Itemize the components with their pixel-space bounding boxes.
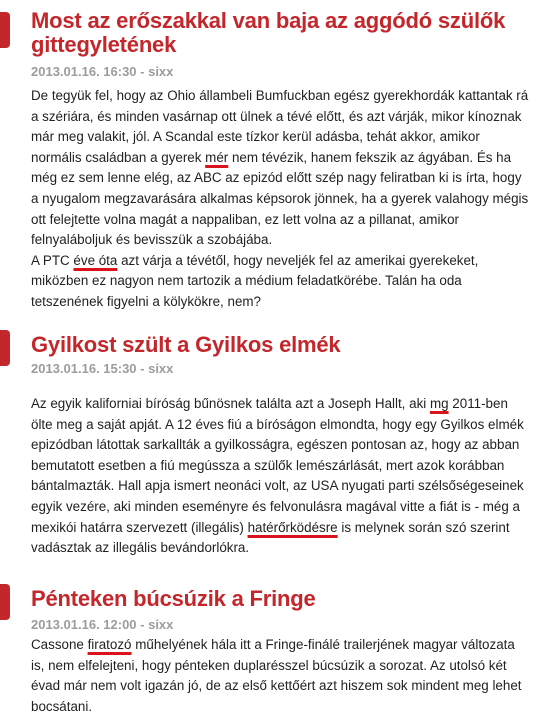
- post-body: [31, 86, 529, 313]
- post-body: [31, 394, 529, 559]
- post-paragraph: Cassone firatozó műhelyének hála itt a Fringe-finálé trailerjének magyar változata is, nem elfelejteni, hogy pénteken duplarésszel búcsúzik a sorozat. Az utolsó két évad már nem volt igazán jó, de az első kettőért azt hiszem sok mindent meg lehet bocsátani.: [31, 637, 522, 714]
- post-meta: 2013.01.16. 12:00 - sixx: [31, 617, 174, 632]
- post-marker: [0, 12, 10, 48]
- marked-typo: hatérőrködésre: [247, 519, 338, 535]
- post-meta: 2013.01.16. 15:30 - sixx: [31, 361, 174, 376]
- post-2: [0, 333, 547, 559]
- marked-typo: firatozó: [87, 637, 132, 652]
- post-paragraph: A PTC éve óta azt várja a tévétől, hogy neveljék fel az amerikai gyerekeket, miközben ez nagyon nem tartozik a médium feladatkörébe. Talán ha oda tetszenének figyelni a kölykökre, nem?: [31, 252, 479, 309]
- marked-typo: mg: [429, 396, 449, 411]
- marked-typo: éve óta: [73, 252, 118, 268]
- post-paragraph: De tegyük fel, hogy az Ohio állambeli Bumfuckban egész gyerekhordák kattantak rá a szériára, és minden vasárnap ott ülnek a tévé előtt, és azt várják, mikor kínoznak már meg valakit, jól. A Scandal este tízkor kerül adásba, tehát akkor, amikor normális családban a gyerek mér nem tévézik, hanem fekszik az ágyában. És ha még ez sem lenne elég, az ABC az epizód előtt szép nagy feliratban ki is írta, hogy a nyugalom megzavarására alkalmas képsorok jönnek, ha a gyerek valahogy mégis ott felejtette volna magát a nappaliban, ez lett volna az a pillanat, amikor felnyaláboljuk és bevisszük a szobájába.: [31, 88, 529, 248]
- post-title-link[interactable]: Pénteken búcsúzik a Fringe: [31, 586, 316, 611]
- post-paragraph: Az egyik kaliforniai bíróság bűnösnek találta azt a Joseph Hallt, aki mg 2011-ben ölte meg a saját apját. A 12 éves fiú a bíróságon elmondta, hogy egy Gyilkos elmék epizódban látottak sarkallták a gyilkosságra, egészen pontosan az, hogy az abban bemutatott esetben a fiú megússza a szülők lemészárlását, mert azok korábban bántalmazták. Hall apja ismert neonáci volt, az USA nyugati parti szélsőségeseinek egyik vezére, aki minden eseményre és felvonulásra magával vitte a fiát is - még a mexikói határra szervezett (illegális) hatérőrködésre is melynek során szó szerint vadásztak az illegális bevándorlókra.: [31, 396, 524, 556]
- post-marker: [0, 330, 10, 366]
- post-1: [0, 9, 547, 313]
- post-marker: [0, 584, 10, 620]
- post-body: [31, 635, 529, 717]
- post-3: [0, 587, 547, 717]
- marked-typo: mér: [205, 149, 229, 165]
- post-title-link[interactable]: Most az erőszakkal van baja az aggódó szülők gittegyletének: [31, 8, 506, 57]
- post-title-link[interactable]: Gyilkost szült a Gyilkos elmék: [31, 332, 341, 357]
- post-meta: 2013.01.16. 16:30 - sixx: [31, 64, 174, 79]
